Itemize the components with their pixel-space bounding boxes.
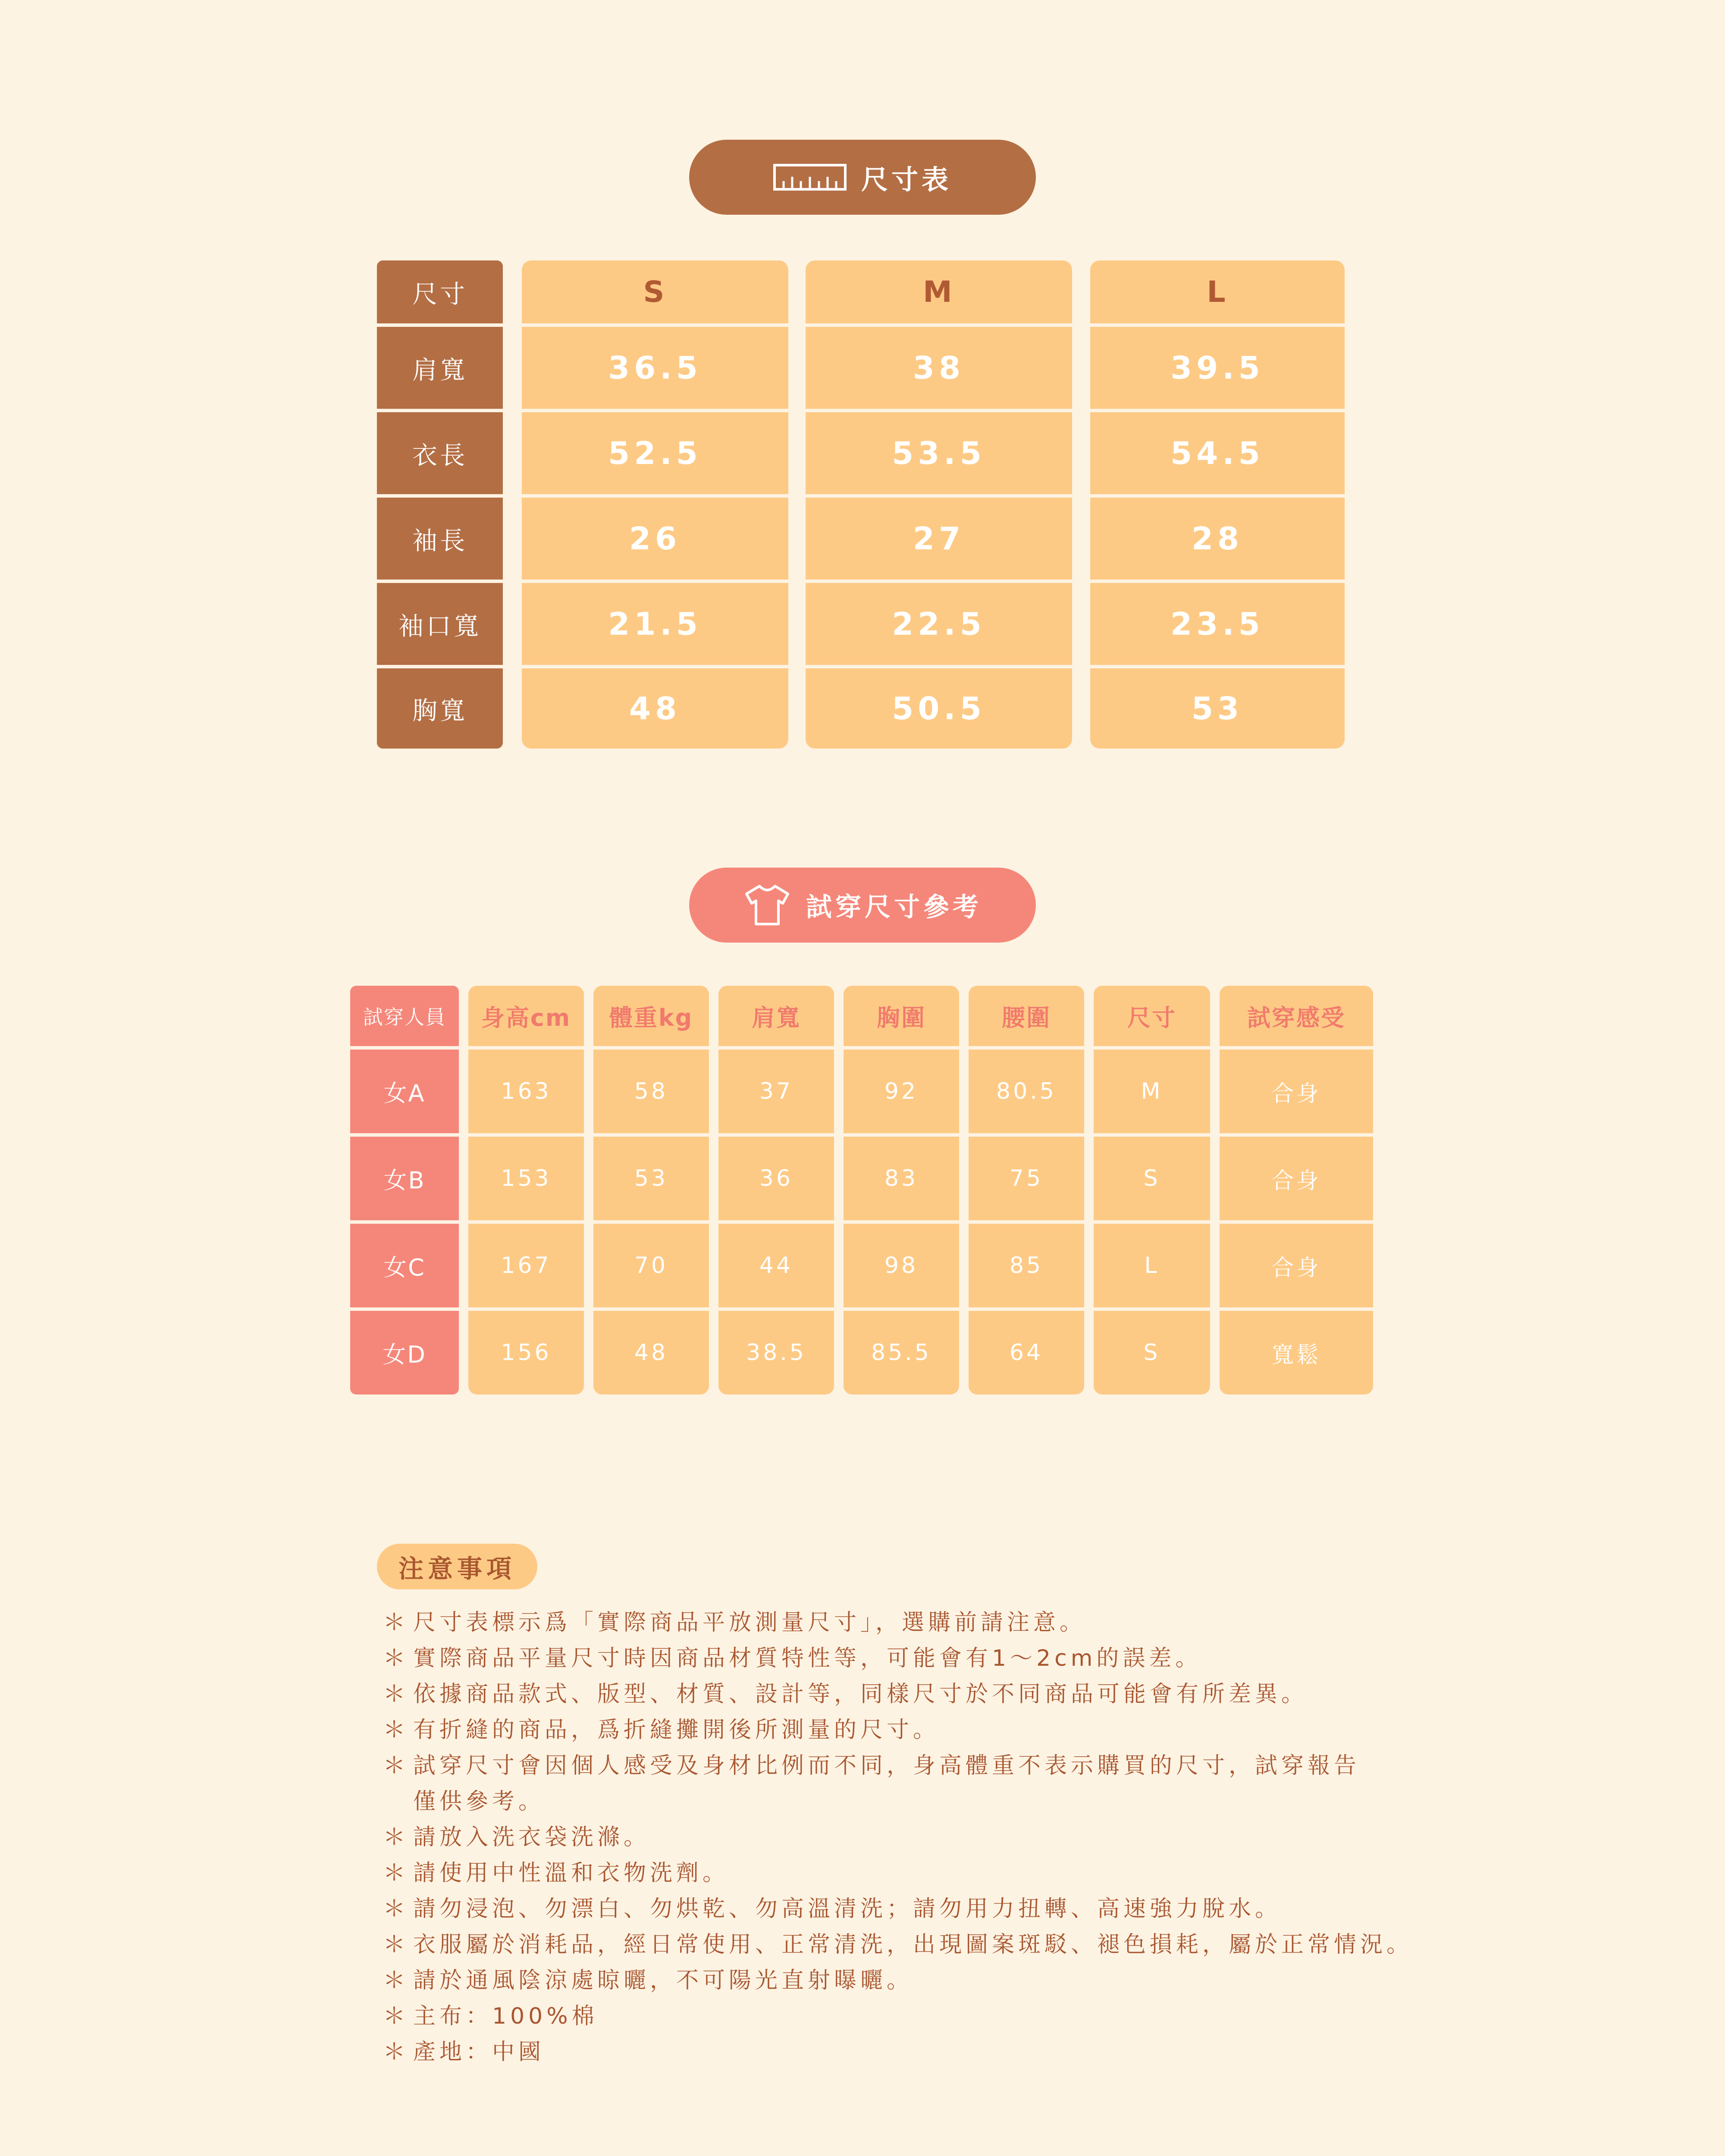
size-value: 38 <box>913 350 965 386</box>
fit-value-cell: S <box>1143 1166 1160 1191</box>
size-chart-title: 尺寸表 <box>861 163 952 195</box>
size-header-l: L <box>1207 275 1228 309</box>
fit-header-cell: 肩寬 <box>752 1004 801 1031</box>
note-text: 衣服屬於消耗品，經日常使用、正常清洗，出現圖案斑駁、褪色損耗，屬於正常情況。 <box>413 1932 1413 1958</box>
fit-value-cell: 37 <box>759 1078 794 1104</box>
fit-header-cell: 胸圍 <box>877 1004 926 1031</box>
fit-person-label: 女C <box>383 1253 426 1281</box>
size-value: 53 <box>1191 690 1244 727</box>
fit-value-cell: 163 <box>501 1078 552 1104</box>
fit-value-cell: 58 <box>634 1078 668 1104</box>
note-text: 主布：100%棉 <box>413 2003 598 2029</box>
fit-value-cell: 合身 <box>1271 1255 1321 1281</box>
fit-value-cell: 53 <box>634 1166 668 1191</box>
note-bullet: ＊ <box>383 1896 410 1922</box>
note-item <box>383 1927 1418 1963</box>
size-label-column <box>377 260 503 749</box>
fit-value-cell: 寬鬆 <box>1271 1342 1321 1368</box>
fit-column <box>1220 986 1373 1395</box>
note-item <box>383 1963 1418 1999</box>
fit-value-cell: 80.5 <box>996 1078 1057 1104</box>
fit-value-cell: 85 <box>1009 1253 1044 1279</box>
fit-value-cell: M <box>1141 1078 1163 1104</box>
fit-column <box>468 986 584 1395</box>
size-value: 27 <box>913 520 965 557</box>
notes-title: 注意事項 <box>377 1544 537 1589</box>
note-text: 實際商品平量尺寸時因商品材質特性等，可能會有1～2cm的誤差。 <box>413 1645 1202 1671</box>
note-text: 依據商品款式、版型、材質、設計等，同樣尺寸於不同商品可能會有所差異。 <box>413 1681 1308 1707</box>
size-column-l <box>1090 260 1345 749</box>
size-value: 36.5 <box>608 350 702 386</box>
note-item <box>383 2034 1418 2070</box>
note-text: 尺寸表標示爲「實際商品平放測量尺寸」，選購前請注意。 <box>413 1610 1086 1636</box>
fit-value-cell: 44 <box>759 1253 794 1279</box>
note-bullet: ＊ <box>383 2039 410 2065</box>
size-value: 52.5 <box>608 435 702 471</box>
size-value: 50.5 <box>892 690 986 727</box>
fit-header-cell: 體重kg <box>609 1004 693 1031</box>
fit-value-cell: 85.5 <box>871 1340 932 1366</box>
size-value: 48 <box>629 690 681 727</box>
fit-value-cell: S <box>1143 1340 1160 1366</box>
fit-value-cell: 98 <box>884 1253 919 1279</box>
note-bullet: ＊ <box>383 1860 410 1886</box>
size-value: 22.5 <box>892 606 986 642</box>
fit-value-cell: 48 <box>634 1340 668 1366</box>
fit-person-column <box>350 986 459 1395</box>
note-item <box>383 1891 1418 1927</box>
note-bullet: ＊ <box>383 1968 410 1993</box>
note-item <box>383 1855 1418 1891</box>
fit-header-cell: 試穿感受 <box>1247 1004 1346 1031</box>
fit-column <box>1094 986 1210 1395</box>
note-text: 請放入洗衣袋洗滌。 <box>413 1824 650 1850</box>
fit-value-cell: 153 <box>501 1166 552 1191</box>
size-header-s: S <box>643 275 667 309</box>
size-value: 39.5 <box>1170 350 1264 386</box>
size-value: 53.5 <box>892 435 986 471</box>
size-row-label: 肩寬 <box>377 327 503 409</box>
note-text: 請勿浸泡、勿漂白、勿烘乾、勿高溫清洗；請勿用力扭轉、高速強力脫水。 <box>413 1896 1282 1922</box>
note-text: 僅供參考。 <box>413 1789 545 1814</box>
fit-value-cell: 36 <box>759 1166 794 1191</box>
fit-reference-title: 試穿尺寸參考 <box>806 892 982 922</box>
fit-column <box>593 986 709 1395</box>
fit-value-cell: 合身 <box>1271 1168 1321 1194</box>
fit-column <box>844 986 959 1395</box>
note-text: 試穿尺寸會因個人感受及身材比例而不同，身高體重不表示購買的尺寸，試穿報告 <box>413 1753 1361 1779</box>
note-bullet: ＊ <box>383 1824 410 1850</box>
size-value: 28 <box>1191 520 1244 557</box>
fit-person-label: 女A <box>383 1079 426 1107</box>
fit-header-cell: 腰圍 <box>1002 1004 1051 1031</box>
fit-value-cell: 156 <box>501 1340 552 1366</box>
fit-value-cell: 92 <box>884 1078 919 1104</box>
size-row-label: 袖口寬 <box>377 583 503 665</box>
fit-person-label: 女B <box>383 1166 426 1194</box>
size-value: 54.5 <box>1170 435 1264 471</box>
note-item <box>383 1677 1418 1712</box>
fit-value-cell: 38.5 <box>746 1340 806 1366</box>
note-item <box>383 1748 1418 1784</box>
fit-column <box>969 986 1084 1395</box>
size-column-s <box>522 260 788 749</box>
fit-header-cell: 尺寸 <box>1127 1004 1176 1031</box>
note-bullet: ＊ <box>383 1753 410 1779</box>
fit-value-cell: 70 <box>634 1253 668 1279</box>
size-header-m: M <box>923 275 955 309</box>
size-column-m <box>806 260 1072 749</box>
fit-reference-title-pill <box>689 868 1036 943</box>
fit-person-label: 女D <box>383 1341 427 1368</box>
fit-column <box>718 986 834 1395</box>
note-text: 產地：中國 <box>413 2039 545 2065</box>
size-value: 26 <box>629 520 681 557</box>
note-item <box>383 1712 1418 1748</box>
note-bullet: ＊ <box>383 1681 410 1707</box>
note-item <box>383 1820 1418 1855</box>
size-row-label: 衣長 <box>377 412 503 494</box>
note-bullet: ＊ <box>383 2003 410 2029</box>
fit-value-cell: L <box>1144 1253 1160 1279</box>
fit-header-cell: 身高cm <box>481 1004 571 1031</box>
note-item <box>383 1784 1418 1820</box>
notes-list <box>383 1605 1418 2079</box>
fit-header-cell: 試穿人員 <box>363 1006 446 1029</box>
fit-value-cell: 75 <box>1009 1166 1044 1191</box>
note-bullet: ＊ <box>383 1610 410 1636</box>
size-value: 21.5 <box>608 606 702 642</box>
note-item <box>383 1605 1418 1641</box>
size-value: 23.5 <box>1170 606 1264 642</box>
note-item <box>383 1999 1418 2034</box>
fit-reference-table <box>350 986 1372 1395</box>
ruler-icon <box>773 164 847 191</box>
note-text: 有折縫的商品，爲折縫攤開後所測量的尺寸。 <box>413 1717 940 1743</box>
note-bullet: ＊ <box>383 1717 410 1743</box>
note-text: 請於通風陰涼處晾曬，不可陽光直射曝曬。 <box>413 1968 913 1993</box>
note-bullet: ＊ <box>383 1932 410 1958</box>
fit-value-cell: 64 <box>1009 1340 1044 1366</box>
fit-value-cell: 83 <box>884 1166 919 1191</box>
size-row-label: 胸寬 <box>377 668 503 749</box>
size-row-label: 袖長 <box>377 498 503 580</box>
size-chart-title-pill <box>689 140 1036 215</box>
fit-value-cell: 167 <box>501 1253 552 1279</box>
size-corner-label: 尺寸 <box>377 260 503 323</box>
note-item <box>383 1641 1418 1677</box>
shirt-icon <box>743 884 791 927</box>
note-bullet: ＊ <box>383 1645 410 1671</box>
note-text: 請使用中性溫和衣物洗劑。 <box>413 1860 729 1886</box>
fit-value-cell: 合身 <box>1271 1081 1321 1107</box>
